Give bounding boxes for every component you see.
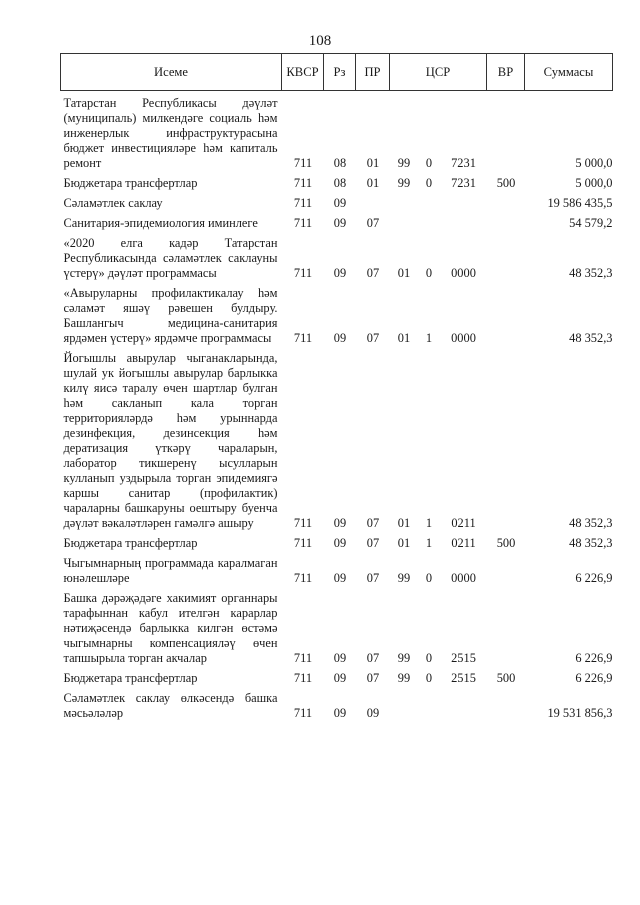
row-vr: 500	[496, 176, 516, 190]
row-csr-subprogram: 0	[425, 156, 433, 170]
row-name: Чыгымнарның программада каралмаган юнәлешләре	[63, 556, 278, 585]
row-kvsr: 711	[293, 516, 313, 530]
row-name: Татарстан Республикасы дәүләт (муниципаль) милкендәге социаль һәм инженерлык инфраструктурасына бюджет инвестицияләре һәм капиталь ремонт	[63, 96, 278, 170]
row-csr-subprogram: 0	[425, 266, 433, 280]
table-row	[61, 689, 613, 724]
row-kvsr: 711	[293, 156, 313, 170]
row-csr-program	[390, 689, 418, 724]
row-sum: 5 000,0	[575, 156, 613, 170]
row-pr: 07	[366, 216, 380, 230]
header-csr: ЦСР	[390, 54, 487, 91]
row-csr-subprogram: 1	[425, 331, 433, 345]
row-rz: 09	[333, 516, 347, 530]
header-sum: Суммасы	[525, 54, 613, 91]
table-row	[61, 669, 613, 689]
row-csr-subprogram	[418, 689, 440, 724]
header-rz: Рз	[324, 54, 356, 91]
row-csr-direction: 2515	[451, 651, 476, 665]
row-csr-direction	[440, 689, 487, 724]
row-kvsr: 711	[293, 571, 313, 585]
row-sum: 5 000,0	[575, 176, 613, 190]
row-name: Санитария-эпидемиология иминлеге	[63, 216, 258, 230]
row-csr-subprogram: 0	[425, 571, 433, 585]
row-vr	[487, 349, 525, 534]
row-csr-program: 99	[397, 651, 411, 665]
row-name: Бюджетара трансфертлар	[63, 176, 198, 190]
header-vr: ВР	[487, 54, 525, 91]
row-csr-subprogram: 1	[425, 516, 433, 530]
row-vr	[487, 234, 525, 284]
row-pr: 07	[366, 651, 380, 665]
row-csr-subprogram	[418, 194, 440, 214]
row-name: Башка дәрәҗәдәге хакимият органнары тарафыннан кабул ителгән карарлар нәтиҗәсендә барлыкка килгән өстәмә чыгымнарны компенсацияләү өчен тапшырыла торган акчалар	[63, 591, 278, 665]
table-row	[61, 284, 613, 349]
row-csr-direction	[440, 194, 487, 214]
row-rz: 08	[333, 176, 347, 190]
row-vr	[487, 194, 525, 214]
row-sum: 54 579,2	[569, 216, 613, 230]
table-row	[61, 589, 613, 669]
row-csr-subprogram: 1	[425, 536, 433, 550]
row-csr-program: 99	[397, 571, 411, 585]
row-csr-direction: 0211	[451, 536, 476, 550]
row-sum: 19 586 435,5	[547, 196, 613, 210]
row-vr: 500	[496, 671, 516, 685]
row-csr-program: 01	[397, 516, 411, 530]
row-pr: 07	[366, 266, 380, 280]
row-name: «Авыруларны профилактикалау һәм сәламәт яшәү рәвешен булдыру. Башлангыч медицина-санитария ярдәмен үстерү» ярдәмче программасы	[63, 286, 278, 345]
row-kvsr: 711	[293, 536, 313, 550]
table-body	[61, 91, 613, 725]
header-pr: ПР	[356, 54, 390, 91]
row-rz: 09	[333, 706, 347, 720]
table-row	[61, 534, 613, 554]
row-sum: 6 226,9	[575, 571, 613, 585]
row-kvsr: 711	[293, 651, 313, 665]
row-name: Бюджетара трансфертлар	[63, 671, 198, 685]
row-csr-direction: 2515	[451, 671, 476, 685]
row-pr	[356, 194, 390, 214]
row-pr: 07	[366, 671, 380, 685]
row-pr: 07	[366, 331, 380, 345]
table-row	[61, 349, 613, 534]
row-rz: 09	[333, 651, 347, 665]
row-sum: 48 352,3	[569, 536, 613, 550]
row-csr-program	[390, 194, 418, 214]
row-csr-program: 01	[397, 266, 411, 280]
row-rz: 09	[333, 671, 347, 685]
row-rz: 09	[333, 331, 347, 345]
row-vr	[487, 214, 525, 234]
row-kvsr: 711	[293, 671, 313, 685]
row-csr-subprogram	[418, 214, 440, 234]
row-name: «2020 елга кадәр Татарстан Республикасында сәламәтлек саклауны үстерү» дәүләт программасы	[63, 236, 278, 280]
row-csr-program	[390, 214, 418, 234]
row-vr	[487, 284, 525, 349]
row-rz: 08	[333, 156, 347, 170]
row-csr-program: 99	[397, 156, 411, 170]
row-vr	[487, 689, 525, 724]
header-kvsr: КВСР	[282, 54, 324, 91]
table-row	[61, 554, 613, 589]
row-vr	[487, 554, 525, 589]
row-kvsr: 711	[293, 196, 313, 210]
row-name: Сәламәтлек саклау өлкәсендә башка мәсьәләләр	[63, 691, 278, 720]
row-csr-direction: 0211	[451, 516, 476, 530]
page-number: 108	[308, 33, 332, 49]
row-pr: 01	[366, 176, 380, 190]
row-csr-program: 99	[397, 176, 411, 190]
table-row	[61, 214, 613, 234]
row-csr-program: 01	[397, 536, 411, 550]
row-csr-direction: 0000	[451, 266, 476, 280]
row-vr	[487, 589, 525, 669]
row-kvsr: 711	[293, 706, 313, 720]
row-csr-subprogram: 0	[425, 651, 433, 665]
row-csr-program: 01	[397, 331, 411, 345]
row-csr-subprogram: 0	[425, 176, 433, 190]
row-kvsr: 711	[293, 176, 313, 190]
row-name: Бюджетара трансфертлар	[63, 536, 198, 550]
table-header	[61, 54, 613, 91]
row-kvsr: 711	[293, 216, 313, 230]
table-row	[61, 234, 613, 284]
row-pr: 07	[366, 571, 380, 585]
table-row	[61, 94, 613, 174]
row-vr: 500	[496, 536, 516, 550]
row-vr	[487, 94, 525, 174]
row-csr-direction	[440, 214, 487, 234]
row-rz: 09	[333, 216, 347, 230]
row-csr-subprogram: 0	[425, 671, 433, 685]
header-name: Исеме	[61, 54, 282, 91]
row-pr: 09	[366, 706, 380, 720]
row-csr-direction: 0000	[451, 331, 476, 345]
row-sum: 6 226,9	[575, 671, 613, 685]
budget-table	[60, 53, 613, 724]
row-sum: 19 531 856,3	[547, 706, 613, 720]
row-csr-program: 99	[397, 671, 411, 685]
row-rz: 09	[333, 266, 347, 280]
table-row	[61, 194, 613, 214]
row-csr-direction: 0000	[451, 571, 476, 585]
row-sum: 48 352,3	[569, 516, 613, 530]
row-kvsr: 711	[293, 331, 313, 345]
row-pr: 07	[366, 536, 380, 550]
row-name: Сәламәтлек саклау	[63, 196, 163, 210]
row-sum: 48 352,3	[569, 266, 613, 280]
row-kvsr: 711	[293, 266, 313, 280]
row-pr: 07	[366, 516, 380, 530]
table-row	[61, 174, 613, 194]
row-sum: 48 352,3	[569, 331, 613, 345]
row-csr-direction: 7231	[451, 156, 476, 170]
row-name: Йогышлы авырулар чыганакларында, шулай ук йогышлы авырулар барлыкка килү яисә таралу өчен шартлар булган һәм сакланып кала торган территорияләрдә һәм урыннарда дезинфекция, дезинсекция һәм дератизация үткәрү чараларын, лаборатор тикшеренү ысулларын кулланып уздырыла торган эпидемиягә каршы санитар (профилактик) чараларны башкаруны оештыру буенча дәүләт вәкаләтләрен гамәлгә ашыру	[63, 351, 278, 530]
row-pr: 01	[366, 156, 380, 170]
row-rz: 09	[333, 536, 347, 550]
row-csr-direction: 7231	[451, 176, 476, 190]
row-rz: 09	[333, 571, 347, 585]
row-rz: 09	[333, 196, 347, 210]
row-sum: 6 226,9	[575, 651, 613, 665]
